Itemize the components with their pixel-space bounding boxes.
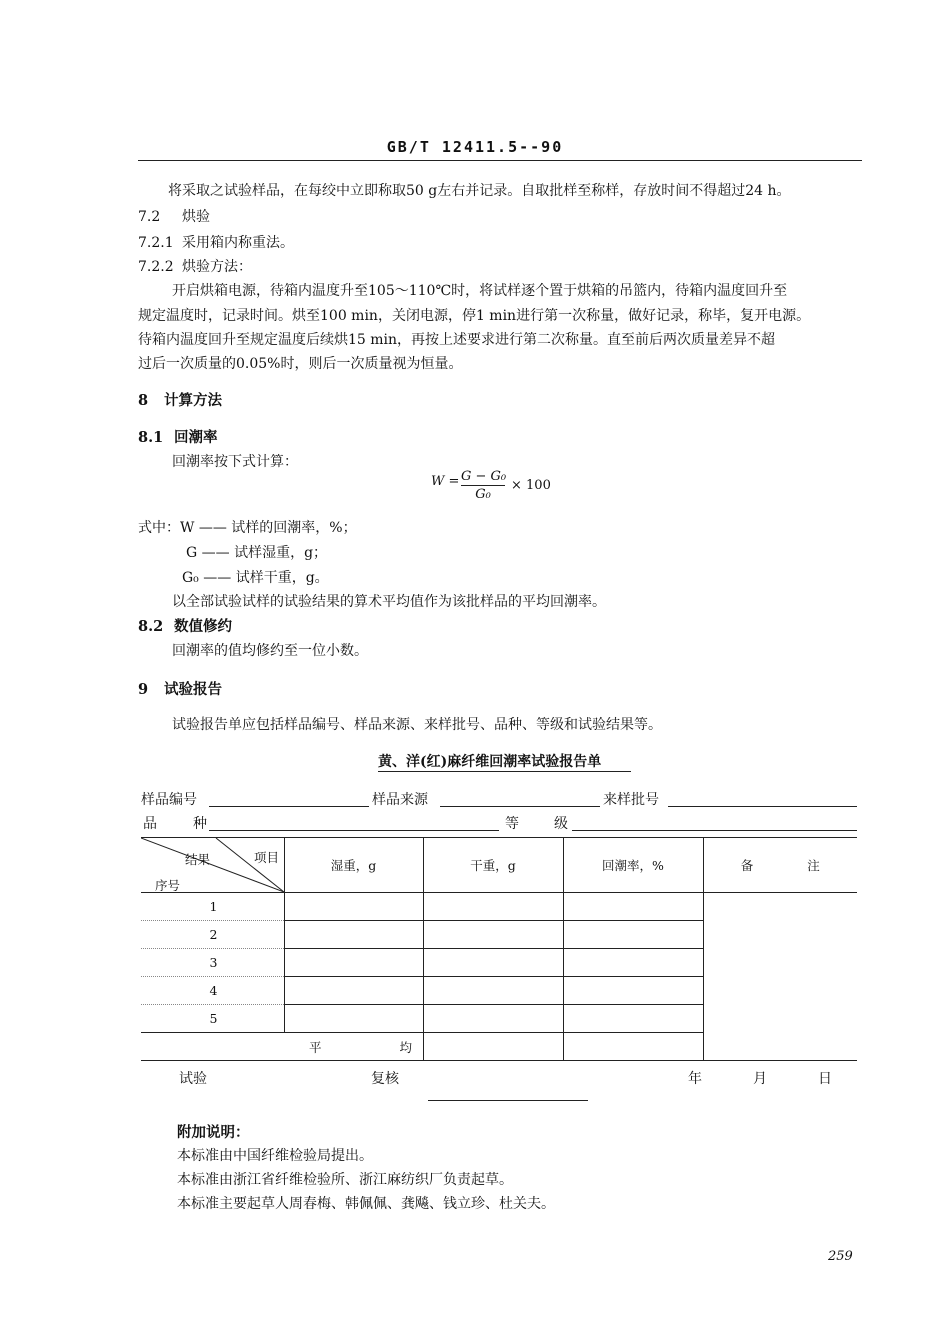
formula-intro: 回潮率按下式计算： xyxy=(172,454,298,470)
row-seq: 2 xyxy=(141,921,284,949)
appendix-title: 附加说明： xyxy=(177,1124,250,1141)
wet-cell[interactable] xyxy=(284,921,423,949)
variety-field[interactable] xyxy=(209,830,499,831)
wet-cell[interactable] xyxy=(284,1005,423,1033)
wet-cell[interactable] xyxy=(284,977,423,1005)
dry-cell[interactable] xyxy=(423,977,563,1005)
section-number: 9 xyxy=(138,681,149,698)
regain-cell[interactable] xyxy=(563,893,703,921)
grade-field[interactable] xyxy=(572,830,857,831)
paragraph-line: 待箱内温度回升至规定温度后续烘15 min，再按上述要求进行第二次称量。直至前后两次质量差异不超 xyxy=(138,332,776,348)
paragraph-line: 开启烘箱电源，待箱内温度升至105～110℃时，将试样逐个置于烘箱的吊篮内，待箱内温度回升至 xyxy=(172,283,788,299)
col-header-dry-weight: 干重，g xyxy=(423,838,563,893)
row-seq: 4 xyxy=(141,977,284,1005)
section-title: 数值修约 xyxy=(174,618,232,635)
regain-cell[interactable] xyxy=(563,1005,703,1033)
wet-cell[interactable] xyxy=(284,893,423,921)
section-number: 7.2.2 xyxy=(138,259,174,275)
end-rule xyxy=(428,1100,588,1101)
where-line: G₀ —— 试样干重，g。 xyxy=(182,570,329,586)
appendix-line: 本标准主要起草人周春梅、韩佩佩、龚飚、钱立珍、杜关夫。 xyxy=(177,1196,555,1212)
section-7-2 xyxy=(138,206,210,226)
section-title: 计算方法 xyxy=(164,392,222,409)
where-line: 式中：W —— 试样的回潮率，%； xyxy=(138,520,357,536)
formula-lhs: W = xyxy=(431,474,460,489)
grade-label-1: 等 xyxy=(505,816,519,832)
section-number: 8.1 xyxy=(138,429,164,446)
sample-source-field[interactable] xyxy=(440,806,600,807)
remarks-cell[interactable] xyxy=(703,893,857,1033)
batch-no-field[interactable] xyxy=(668,806,857,807)
report-text: 试验报告单应包括样品编号、样品来源、来样批号、品种、等级和试验结果等。 xyxy=(172,717,662,733)
col-header-regain: 回潮率，% xyxy=(563,838,703,893)
regain-cell[interactable] xyxy=(563,949,703,977)
paragraph-line: 规定温度时，记录时间。烘至100 min，关闭电源，停1 min进行第一次称量，做好记录，称毕，复开电源。 xyxy=(138,308,811,324)
average-label xyxy=(141,1033,423,1061)
rounding-text: 回潮率的值均修约至一位小数。 xyxy=(172,643,368,659)
diag-item-label: 项目 xyxy=(254,850,280,865)
page-number: 259 xyxy=(828,1249,853,1264)
diag-result-label: 结果 xyxy=(185,852,211,867)
intro-paragraph: 将采取之试验样品，在每绞中立即称取50 g左右并记录。自取批样至称样，存放时间不得超过24 h。 xyxy=(168,183,791,199)
section-8-1 xyxy=(138,426,218,447)
section-title: 烘验 xyxy=(182,209,210,225)
appendix-line: 本标准由浙江省纤维检验所、浙江麻纺织厂负责起草。 xyxy=(177,1172,513,1188)
regain-cell[interactable] xyxy=(563,977,703,1005)
average-label-1: 平 xyxy=(309,1039,322,1055)
section-number: 7.2.1 xyxy=(138,235,174,251)
grade-label-2: 级 xyxy=(554,816,568,832)
variety-label-2: 种 xyxy=(193,816,207,832)
where-line: G —— 试样湿重，g； xyxy=(186,545,328,561)
formula-denominator: G₀ xyxy=(475,487,491,502)
remarks-label-1: 备 xyxy=(740,858,754,873)
year-label: 年 xyxy=(688,1071,702,1087)
regain-formula xyxy=(431,469,551,502)
batch-no-label: 来样批号 xyxy=(603,792,659,808)
section-title: 回潮率 xyxy=(174,429,218,446)
day-label: 日 xyxy=(818,1071,832,1087)
section-9 xyxy=(138,678,222,699)
checker-label: 复核 xyxy=(371,1071,399,1087)
avg-remarks-cell[interactable] xyxy=(703,1033,857,1061)
header-rule xyxy=(138,160,862,161)
sample-no-field[interactable] xyxy=(209,806,369,807)
formula-fraction xyxy=(461,469,505,502)
dry-cell[interactable] xyxy=(423,921,563,949)
section-8-2 xyxy=(138,615,232,636)
standard-code-header: GB/T 12411.5--90 xyxy=(386,138,564,156)
avg-regain-cell[interactable] xyxy=(563,1033,703,1061)
col-header-wet-weight: 湿重，g xyxy=(284,838,423,893)
sample-no-label: 样品编号 xyxy=(141,792,197,808)
table-row xyxy=(141,893,857,921)
sample-source-label: 样品来源 xyxy=(372,792,428,808)
average-note: 以全部试验试样的试验结果的算术平均值作为该批样品的平均回潮率。 xyxy=(172,594,606,610)
col-header-remarks xyxy=(703,838,857,893)
diag-seq-label: 序号 xyxy=(155,878,181,893)
appendix-line: 本标准由中国纤维检验局提出。 xyxy=(177,1148,373,1164)
report-table xyxy=(141,837,857,1061)
row-seq: 5 xyxy=(141,1005,284,1033)
row-seq: 3 xyxy=(141,949,284,977)
avg-dry-cell[interactable] xyxy=(423,1033,563,1061)
diagonal-header-cell xyxy=(141,838,284,893)
dry-cell[interactable] xyxy=(423,893,563,921)
section-title: 烘验方法： xyxy=(182,259,252,275)
tester-label: 试验 xyxy=(179,1071,207,1087)
table-header-row xyxy=(141,838,857,893)
month-label: 月 xyxy=(753,1071,767,1087)
wet-cell[interactable] xyxy=(284,949,423,977)
variety-label-1: 品 xyxy=(143,816,157,832)
form-title-underline xyxy=(378,771,631,772)
remarks-label-2: 注 xyxy=(807,858,820,873)
paragraph-line: 过后一次质量的0.05%时，则后一次质量视为恒量。 xyxy=(138,356,463,372)
dry-cell[interactable] xyxy=(423,1005,563,1033)
average-row xyxy=(141,1033,857,1061)
form-title: 黄、洋(红)麻纤维回潮率试验报告单 xyxy=(378,754,602,770)
section-number: 8 xyxy=(138,392,149,409)
regain-cell[interactable] xyxy=(563,921,703,949)
section-7-2-1 xyxy=(138,232,294,252)
average-label-2: 均 xyxy=(399,1039,412,1055)
row-seq: 1 xyxy=(141,893,284,921)
dry-cell[interactable] xyxy=(423,949,563,977)
section-8 xyxy=(138,389,222,410)
section-title: 采用箱内称重法。 xyxy=(182,235,294,251)
section-number: 8.2 xyxy=(138,618,164,635)
formula-numerator: G − G₀ xyxy=(461,469,507,484)
section-number: 7.2 xyxy=(138,209,161,225)
section-title: 试验报告 xyxy=(164,681,222,698)
section-7-2-2 xyxy=(138,256,252,276)
formula-rhs: × 100 xyxy=(511,478,551,493)
